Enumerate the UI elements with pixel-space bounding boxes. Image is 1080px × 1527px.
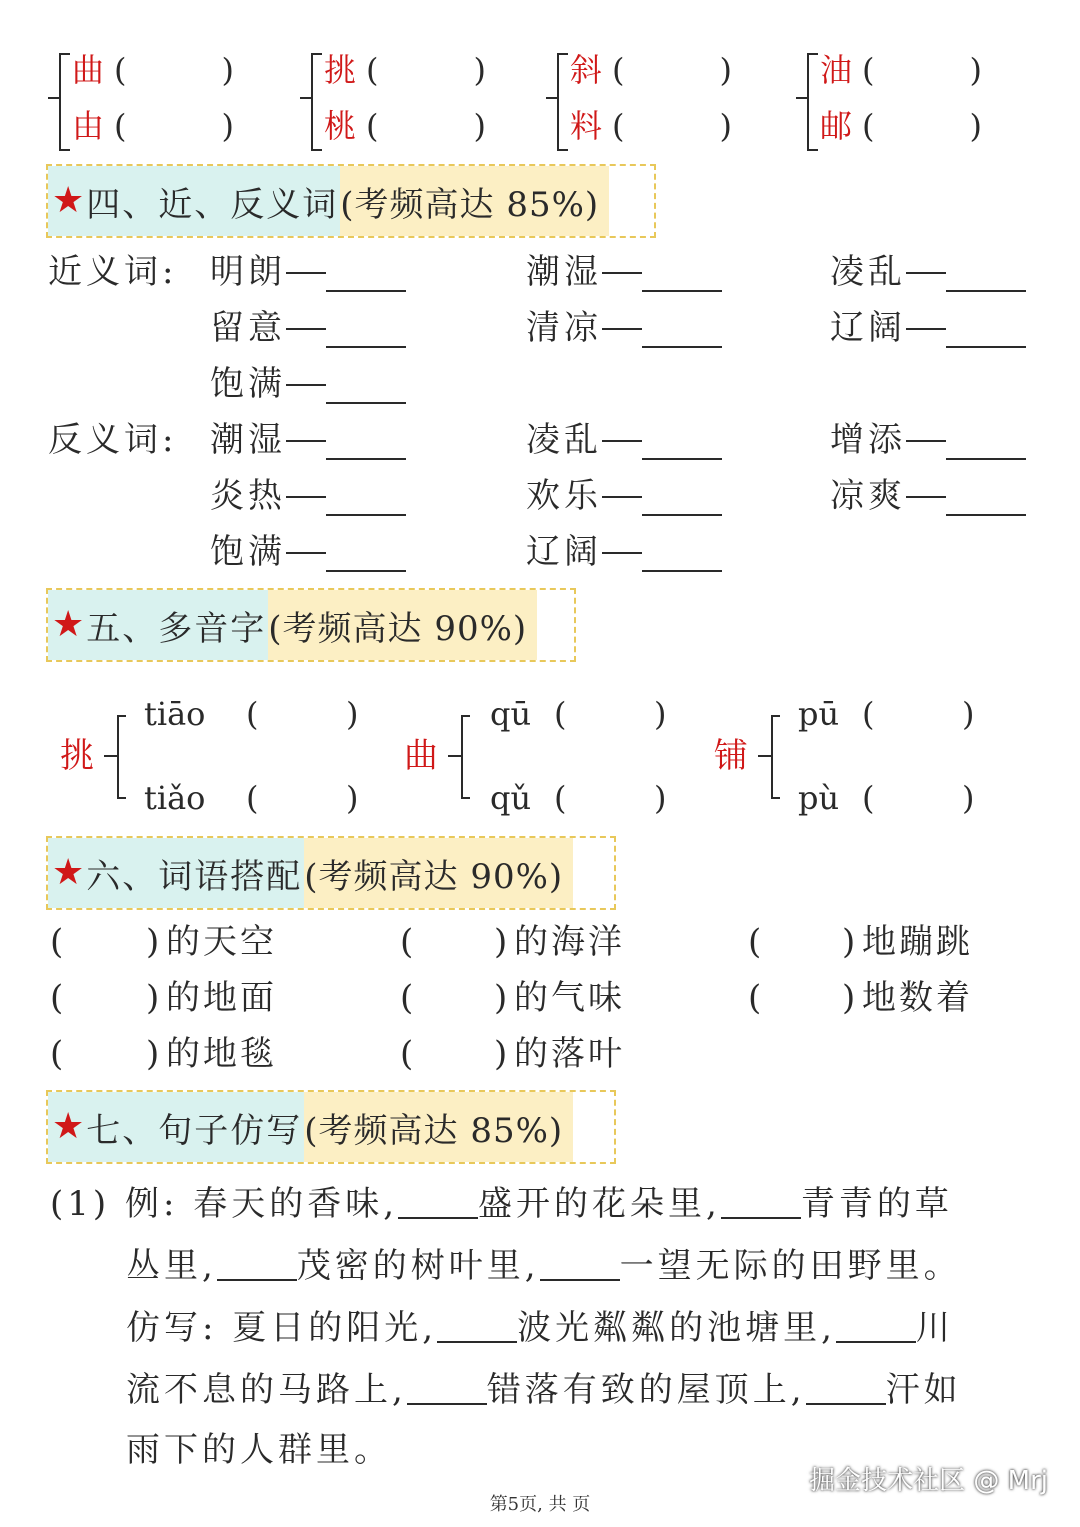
brace-icon: [754, 712, 784, 802]
brace-icon: [296, 50, 326, 154]
answer-close[interactable]: ): [346, 779, 359, 817]
answer-line[interactable]: [642, 458, 722, 460]
section-header-4: [46, 164, 656, 238]
answer-line[interactable]: [836, 1309, 916, 1343]
brace-icon: [792, 50, 822, 154]
word-item: 明朗: [210, 252, 286, 292]
char-bottom: 由: [72, 107, 105, 145]
star-icon: ★: [52, 180, 85, 221]
answer-line[interactable]: [398, 1185, 478, 1219]
section-frequency: (考频高达 85%): [340, 184, 600, 225]
antonym-label: 反义词:: [48, 420, 178, 460]
char-pair-group: 曲 由 ( ) ( ): [44, 48, 244, 158]
pinyin-1: qū: [490, 695, 532, 733]
polyphone-char: 曲: [404, 736, 438, 776]
star-icon: ★: [52, 1106, 85, 1147]
answer-close[interactable]: ): [146, 1034, 163, 1074]
dash: [286, 496, 326, 498]
section-title: 五、多音字: [86, 608, 267, 649]
answer-line[interactable]: [326, 458, 406, 460]
section-frequency: (考频高达 90%): [268, 608, 528, 649]
dash: [906, 328, 946, 330]
section-title: 六、词语搭配: [86, 856, 303, 897]
answer-line[interactable]: [642, 514, 722, 516]
char-bottom: 料: [570, 107, 603, 145]
collocation-word: 的地面: [166, 978, 277, 1018]
page-footer: 第5页, 共 页: [489, 1494, 591, 1515]
word-item: 留意: [210, 308, 286, 348]
char-top: 挑: [324, 51, 357, 89]
polyphone-char: 铺: [714, 736, 748, 776]
dash: [286, 440, 326, 442]
answer-open[interactable]: (: [748, 978, 765, 1018]
answer-open[interactable]: (: [862, 695, 875, 733]
word-item: 欢乐: [526, 476, 602, 516]
sentence-line: 流不息的马路上, 错落有致的屋顶上, 汗如: [126, 1370, 962, 1410]
collocation-word: 地数着: [862, 978, 973, 1018]
word-item: 辽阔: [526, 532, 602, 572]
answer-open[interactable]: (: [554, 779, 567, 817]
char-top: 油: [820, 51, 853, 89]
answer-line[interactable]: [326, 570, 406, 572]
answer-line[interactable]: [642, 570, 722, 572]
answer-close[interactable]: ): [146, 922, 163, 962]
answer-close[interactable]: ): [842, 922, 859, 962]
sentence-line: 雨下的人群里。: [126, 1430, 392, 1470]
answer-close[interactable]: ): [346, 695, 359, 733]
collocation-word: 的气味: [514, 978, 625, 1018]
answer-close[interactable]: ): [962, 695, 975, 733]
answer-line[interactable]: [806, 1371, 886, 1405]
word-item: 凉爽: [830, 476, 906, 516]
collocation-word: 的落叶: [514, 1034, 625, 1074]
section-frequency: (考频高达 90%): [304, 856, 564, 897]
answer-open[interactable]: (: [862, 779, 875, 817]
answer-line[interactable]: [326, 514, 406, 516]
sentence-line: 丛里, 茂密的树叶里, 一望无际的田野里。: [126, 1246, 962, 1286]
section-header-7: [46, 1090, 616, 1164]
answer-line[interactable]: [946, 514, 1026, 516]
answer-line[interactable]: [642, 290, 722, 292]
answer-open[interactable]: (: [400, 1034, 417, 1074]
char-pair-group: 油 邮 ( ) ( ): [792, 48, 992, 158]
word-item: 潮湿: [210, 420, 286, 460]
section-header-6: [46, 836, 616, 910]
answer-line[interactable]: [326, 346, 406, 348]
word-item: 凌乱: [526, 420, 602, 460]
answer-open[interactable]: (: [50, 978, 67, 1018]
dash: [602, 272, 642, 274]
sentence-line: (1) 例: 春天的香味, 盛开的花朵里, 青青的草: [50, 1184, 953, 1224]
star-icon: ★: [52, 852, 85, 893]
dash: [602, 496, 642, 498]
synonym-label: 近义词:: [48, 252, 178, 292]
word-item: 炎热: [210, 476, 286, 516]
answer-open[interactable]: (: [246, 779, 259, 817]
pinyin-2: qǔ: [490, 779, 532, 817]
pinyin-1: tiāo: [144, 695, 206, 733]
char-bottom: 桃: [324, 107, 357, 145]
answer-close[interactable]: ): [654, 779, 667, 817]
word-item: 清凉: [526, 308, 602, 348]
answer-open[interactable]: (: [400, 978, 417, 1018]
answer-line[interactable]: [437, 1309, 517, 1343]
word-item: 饱满: [210, 532, 286, 572]
answer-close[interactable]: ): [962, 779, 975, 817]
answer-open[interactable]: (: [246, 695, 259, 733]
section-title: 七、句子仿写: [86, 1110, 303, 1151]
dash: [906, 440, 946, 442]
pinyin-1: pū: [798, 695, 840, 733]
answer-close[interactable]: ): [146, 978, 163, 1018]
pinyin-2: pù: [798, 779, 840, 817]
dash: [286, 272, 326, 274]
collocation-word: 的天空: [166, 922, 277, 962]
word-item: 潮湿: [526, 252, 602, 292]
star-icon: ★: [52, 604, 85, 645]
answer-open[interactable]: (: [50, 922, 67, 962]
watermark: 掘金技术社区 @ Mrj: [809, 1466, 1048, 1496]
answer-close[interactable]: ): [494, 922, 511, 962]
collocation-word: 的海洋: [514, 922, 625, 962]
collocation-word: 地蹦跳: [862, 922, 973, 962]
dash: [602, 440, 642, 442]
word-item: 凌乱: [830, 252, 906, 292]
polyphone-char: 挑: [60, 736, 94, 776]
word-item: 增添: [830, 420, 906, 460]
answer-line[interactable]: [217, 1247, 297, 1281]
char-pair-group: 挑 桃 ( ) ( ): [296, 48, 496, 158]
word-item: 饱满: [210, 364, 286, 404]
answer-close[interactable]: ): [494, 1034, 511, 1074]
answer-line[interactable]: [407, 1371, 487, 1405]
answer-open[interactable]: (: [748, 922, 765, 962]
brace-icon: [44, 50, 74, 154]
answer-open[interactable]: (: [50, 1034, 67, 1074]
answer-line[interactable]: [946, 346, 1026, 348]
answer-close[interactable]: ): [842, 978, 859, 1018]
dash: [286, 384, 326, 386]
section-title: 四、近、反义词: [86, 184, 339, 225]
answer-line[interactable]: [642, 346, 722, 348]
word-item: 辽阔: [830, 308, 906, 348]
dash: [602, 328, 642, 330]
answer-line[interactable]: [946, 458, 1026, 460]
brace-icon: [542, 50, 572, 154]
section-frequency: (考频高达 85%): [304, 1110, 564, 1151]
answer-line[interactable]: [721, 1185, 801, 1219]
dash: [906, 272, 946, 274]
section-header-5: [46, 588, 576, 662]
collocation-word: 的地毯: [166, 1034, 277, 1074]
answer-close[interactable]: ): [494, 978, 511, 1018]
answer-line[interactable]: [326, 290, 406, 292]
answer-open[interactable]: (: [554, 695, 567, 733]
answer-line[interactable]: [540, 1247, 620, 1281]
char-pair-group: 斜 料 ( ) ( ): [542, 48, 742, 158]
char-top: 曲: [72, 51, 105, 89]
char-bottom: 邮: [820, 107, 853, 145]
dash: [906, 496, 946, 498]
brace-icon: [444, 712, 474, 802]
brace-icon: [100, 712, 130, 802]
pinyin-2: tiǎo: [144, 779, 206, 817]
sentence-line: 仿写: 夏日的阳光, 波光粼粼的池塘里, 川: [126, 1308, 954, 1348]
dash: [286, 552, 326, 554]
answer-line[interactable]: [326, 402, 406, 404]
dash: [602, 552, 642, 554]
char-top: 斜: [570, 51, 603, 89]
answer-line[interactable]: [946, 290, 1026, 292]
answer-open[interactable]: (: [400, 922, 417, 962]
answer-close[interactable]: ): [654, 695, 667, 733]
dash: [286, 328, 326, 330]
